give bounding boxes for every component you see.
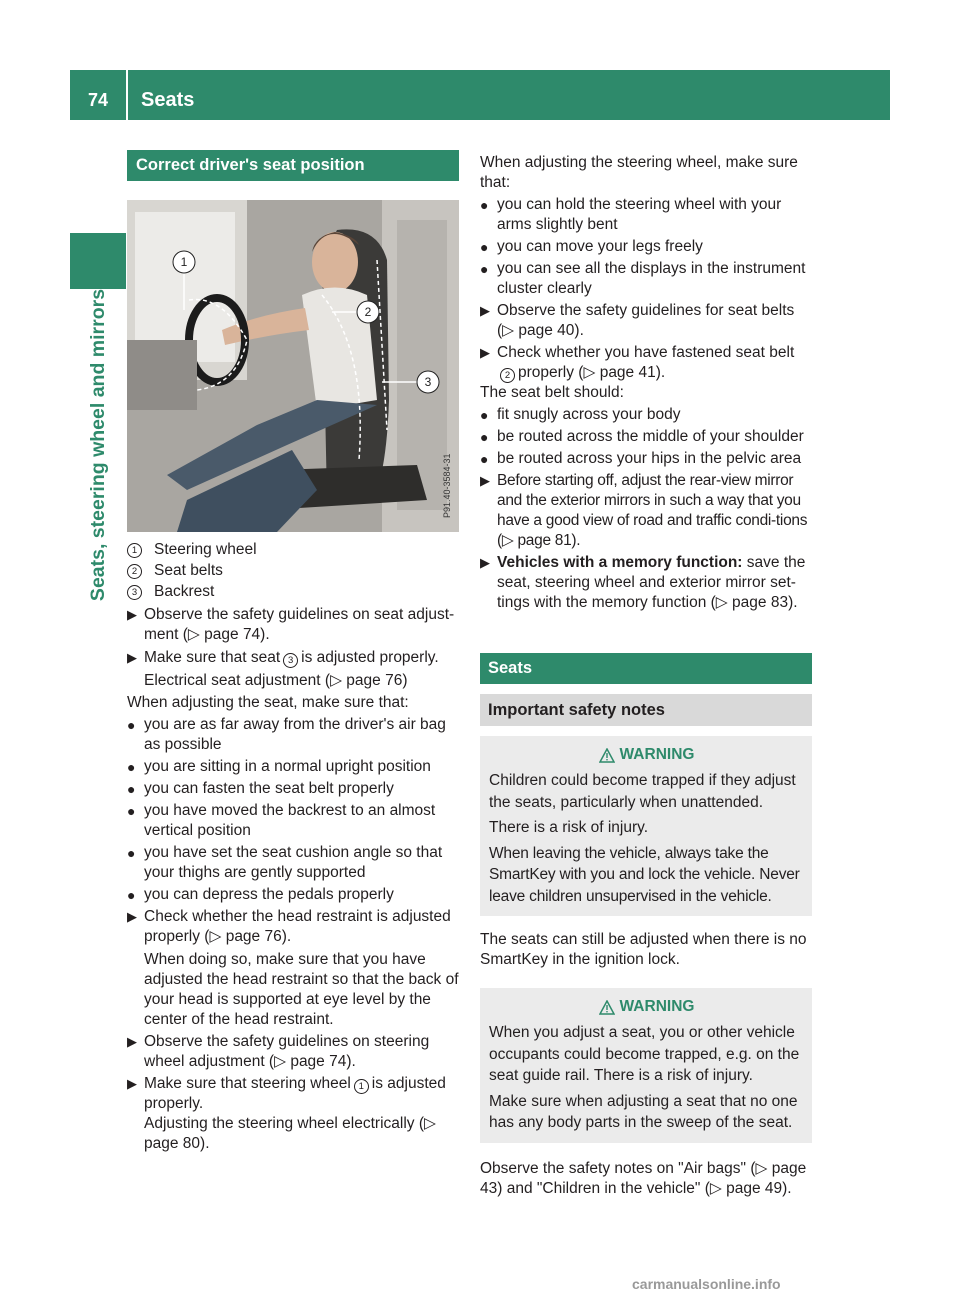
step-text xyxy=(497,553,812,613)
paragraph: When adjusting the seat, make sure that: xyxy=(127,694,409,711)
step-arrow-icon: ▶ xyxy=(127,909,137,924)
list-item-text: you can fasten the seat belt properly xyxy=(144,780,394,797)
list-item xyxy=(127,801,459,841)
warning-text: When leaving the vehicle, always take the SmartKey with you and lock the vehicle. Never leave children unsupervised in the vehicle. xyxy=(489,844,800,905)
bullet-icon: ● xyxy=(127,887,136,903)
warning-title xyxy=(489,996,804,1018)
warning-triangle-icon xyxy=(599,1000,615,1015)
section-heading-seats: Seats xyxy=(480,653,812,684)
step-arrow-icon: ▶ xyxy=(480,303,490,318)
list-item-text: you can hold the steering wheel with your arms slightly bent xyxy=(497,196,782,233)
step-note: Adjusting the steering wheel electrically (▷ page 80). xyxy=(144,1115,436,1152)
page-number: 74 xyxy=(87,90,109,110)
subheading-safety-notes: Important safety notes xyxy=(480,694,812,726)
bullet-icon: ● xyxy=(480,429,489,445)
list-item xyxy=(127,715,459,755)
step-text-part: save the seat, steering wheel and exterior mirror set-tings with the memory function (▷ page 83). xyxy=(497,554,806,611)
step-text-part: is adjusted properly. xyxy=(301,649,439,666)
list-item-text: you can depress the pedals properly xyxy=(144,886,394,903)
list-item xyxy=(480,427,812,447)
instruction-step xyxy=(127,1032,459,1072)
warning-title-text: WARNING xyxy=(619,746,695,763)
instruction-step xyxy=(480,553,812,613)
left-column xyxy=(127,150,459,1154)
instruction-step xyxy=(480,343,812,383)
callout-number: 1 xyxy=(354,1079,369,1094)
list-item-text: fit snugly across your body xyxy=(497,406,681,423)
warning-box xyxy=(480,736,812,916)
bullet-icon: ● xyxy=(480,239,489,255)
list-item xyxy=(480,449,812,469)
step-text: Before starting off, adjust the rear-view mirror and the exterior mirrors in such a way that you have a good view of road and traffic condi-tions (▷ page 81). xyxy=(497,472,808,549)
list-item-text: be routed across the middle of your shoulder xyxy=(497,428,804,445)
instruction-step xyxy=(127,1074,459,1114)
step-arrow-icon: ▶ xyxy=(127,650,137,665)
svg-text:1: 1 xyxy=(180,255,188,269)
step-text xyxy=(144,648,459,668)
bullet-icon: ● xyxy=(127,803,136,819)
warning-text: Children could become trapped if they adjust the seats, particularly when unattended. xyxy=(489,772,796,811)
bullet-icon: ● xyxy=(480,407,489,423)
step-note: When doing so, make sure that you have adjusted the head restraint so that the back of your head is supported at eye level by the center of the head restraint. xyxy=(144,951,459,1028)
callout-number: 3 xyxy=(127,585,142,600)
warning-title-text: WARNING xyxy=(619,998,695,1015)
warning-text: There is a risk of injury. xyxy=(489,819,649,836)
instruction-step xyxy=(480,301,812,341)
right-column xyxy=(480,153,812,1199)
instruction-step xyxy=(127,605,459,645)
callout-number: 2 xyxy=(500,368,515,383)
step-text-part: Make sure that seat xyxy=(144,649,281,666)
driver-seat-photo xyxy=(127,200,459,532)
step-arrow-icon: ▶ xyxy=(480,555,490,570)
legend-label: Steering wheel xyxy=(154,541,257,558)
paragraph: Observe the safety notes on "Air bags" (▷ page 43) and "Children in the vehicle" (▷ page 49). xyxy=(480,1159,807,1197)
image-code: P91.40-3584-31 xyxy=(442,453,452,518)
header-divider xyxy=(126,70,128,120)
bullet-icon: ● xyxy=(480,451,489,467)
bullet-icon: ● xyxy=(127,759,136,775)
step-arrow-icon: ▶ xyxy=(127,607,137,622)
page-title: Seats xyxy=(141,89,195,111)
legend-item xyxy=(127,540,459,561)
callout-number: 2 xyxy=(127,564,142,579)
step-note: Electrical seat adjustment (▷ page 76) xyxy=(144,672,408,689)
svg-text:3: 3 xyxy=(424,375,432,389)
legend-label: Seat belts xyxy=(154,562,223,579)
bullet-icon: ● xyxy=(480,261,489,277)
list-item xyxy=(480,405,812,425)
step-text xyxy=(144,1074,459,1114)
svg-text:2: 2 xyxy=(364,305,372,319)
bullet-icon: ● xyxy=(480,197,489,213)
step-text xyxy=(497,343,812,383)
step-text: Observe the safety guidelines on seat adjust-ment (▷ page 74). xyxy=(144,606,455,643)
list-item xyxy=(480,259,812,299)
list-item-text: you can move your legs freely xyxy=(497,238,703,255)
step-arrow-icon: ▶ xyxy=(480,473,490,488)
step-text: Observe the safety guidelines for seat belts (▷ page 40). xyxy=(497,302,795,339)
list-item-text: you are as far away from the driver's air bag as possible xyxy=(144,716,446,753)
legend-item xyxy=(127,561,459,582)
bullet-icon: ● xyxy=(127,781,136,797)
instruction-step xyxy=(480,471,812,551)
legend-item xyxy=(127,582,459,603)
bullet-icon: ● xyxy=(127,717,136,733)
chapter-tab xyxy=(70,233,126,289)
step-text-part: Make sure that steering wheel xyxy=(144,1075,351,1092)
seat-position-illustration xyxy=(127,200,459,532)
instruction-step xyxy=(127,648,459,668)
list-item xyxy=(127,843,459,883)
list-item-text: be routed across your hips in the pelvic area xyxy=(497,450,802,467)
paragraph: When adjusting the steering wheel, make sure that: xyxy=(480,154,798,191)
step-text-part: properly (▷ page 41). xyxy=(518,364,666,381)
list-item xyxy=(127,757,459,777)
paragraph: The seat belt should: xyxy=(480,384,624,401)
watermark: carmanualsonline.info xyxy=(632,1276,781,1292)
list-item xyxy=(127,779,459,799)
warning-box xyxy=(480,988,812,1143)
step-arrow-icon: ▶ xyxy=(480,345,490,360)
list-item-text: you are sitting in a normal upright position xyxy=(144,758,431,775)
bullet-icon: ● xyxy=(127,845,136,861)
section-heading-seat-position: Correct driver's seat position xyxy=(127,150,459,181)
step-arrow-icon: ▶ xyxy=(127,1034,137,1049)
step-text: Observe the safety guidelines on steering wheel adjustment (▷ page 74). xyxy=(144,1033,430,1070)
warning-triangle-icon xyxy=(599,748,615,763)
step-text-part: is adjusted properly. xyxy=(144,1075,446,1112)
step-text-part: Check whether you have fastened seat belt xyxy=(497,344,795,361)
chapter-label-text: Seats, steering wheel and mirrors xyxy=(87,288,109,602)
warning-text: Make sure when adjusting a seat that no one has any body parts in the sweep of the seat. xyxy=(489,1092,798,1131)
list-item-text: you can see all the displays in the instrument cluster clearly xyxy=(497,260,806,297)
list-item xyxy=(127,885,459,905)
legend-label: Backrest xyxy=(154,583,215,600)
list-item xyxy=(480,195,812,235)
step-arrow-icon: ▶ xyxy=(127,1076,137,1091)
warning-title xyxy=(489,744,804,766)
illustration-legend xyxy=(127,540,459,603)
callout-number: 1 xyxy=(127,543,142,558)
list-item-text: you have set the seat cushion angle so that your thighs are gently supported xyxy=(144,844,443,881)
step-bold-text: Vehicles with a memory function: xyxy=(497,554,743,571)
list-item xyxy=(480,237,812,257)
list-item-text: you have moved the backrest to an almost vertical position xyxy=(144,802,436,839)
callout-number: 3 xyxy=(283,653,298,668)
step-text: Check whether the head restraint is adjusted properly (▷ page 76). xyxy=(144,908,451,945)
instruction-step xyxy=(127,907,459,947)
paragraph: The seats can still be adjusted when there is no SmartKey in the ignition lock. xyxy=(480,931,807,968)
warning-text: When you adjust a seat, you or other vehicle occupants could become trapped, e.g. on the seat guide rail. There is a risk of injury. xyxy=(489,1024,800,1084)
